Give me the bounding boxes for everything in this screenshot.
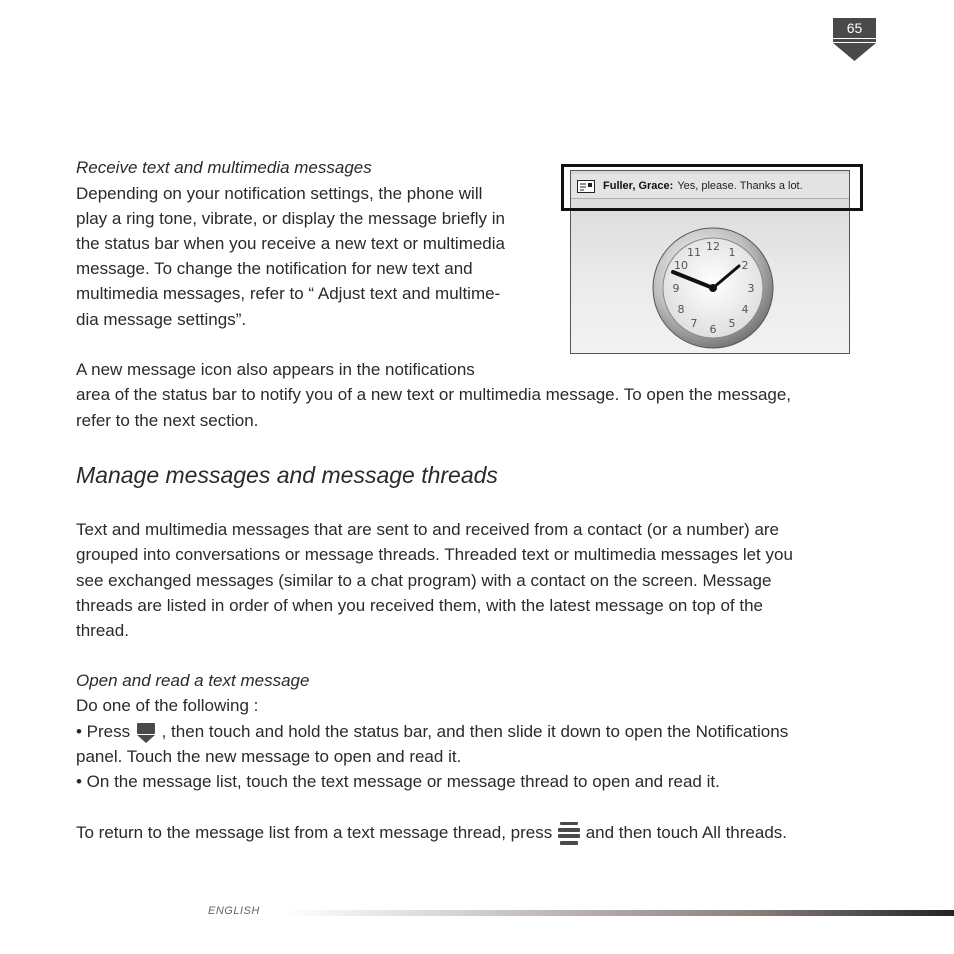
bullet-1-cont: panel. Touch the new message to open and read it. xyxy=(76,747,462,766)
receive-line-5: multimedia messages, refer to “ Adjust text and multime- xyxy=(76,284,501,303)
menu-button-icon xyxy=(557,821,581,847)
receive-para2-line-1: A new message icon also appears in the notifications xyxy=(76,360,475,379)
bullet-1-start: • Press xyxy=(76,722,131,741)
bullet-1-end: , then touch and hold the status bar, and then slide it down to open the Notifications xyxy=(161,722,789,741)
manage-line-4: threads are listed in order of when you received them, with the latest message on top of the xyxy=(76,596,763,615)
manage-line-1: Text and multimedia messages that are sent to and received from a contact (or a number) are xyxy=(76,520,780,539)
svg-text:8: 8 xyxy=(677,303,685,316)
receive-line-4: message. To change the notification for new text and xyxy=(76,259,473,278)
footer-divider xyxy=(285,910,954,916)
svg-text:3: 3 xyxy=(747,282,755,295)
svg-text:2: 2 xyxy=(741,259,749,272)
bullet-2: • On the message list, touch the text message or message thread to open and read it. xyxy=(76,772,720,791)
svg-text:9: 9 xyxy=(672,282,680,295)
receive-line-6: dia message settings”. xyxy=(76,310,247,329)
svg-text:4: 4 xyxy=(741,303,749,316)
return-start: To return to the message list from a text message thread, press xyxy=(76,823,553,842)
svg-text:11: 11 xyxy=(687,246,701,259)
analog-clock-icon xyxy=(651,226,775,350)
receive-para2-line-2: area of the status bar to notify you of a new text or multimedia message. To open the message, xyxy=(76,385,792,404)
receive-para2-line-3: refer to the next section. xyxy=(76,411,259,430)
svg-text:5: 5 xyxy=(728,317,736,330)
receive-line-2: play a ring tone, vibrate, or display the message briefly in xyxy=(76,209,506,228)
status-bar-highlight xyxy=(561,164,863,211)
manage-line-5: thread. xyxy=(76,621,129,640)
svg-text:1: 1 xyxy=(728,246,736,259)
home-button-icon xyxy=(135,722,157,744)
footer-language: ENGLISH xyxy=(208,905,260,917)
receive-line-3: the status bar when you receive a new text or multimedia xyxy=(76,234,505,253)
page-number-tab xyxy=(833,18,876,62)
receive-heading: Receive text and multimedia messages xyxy=(76,158,372,177)
section-title: Manage messages and message threads xyxy=(76,462,498,488)
bullet-1 xyxy=(76,719,788,744)
open-intro: Do one of the following : xyxy=(76,696,259,715)
receive-line-1: Depending on your notification settings, the phone will xyxy=(76,184,483,203)
manage-line-3: see exchanged messages (similar to a chat program) with a contact on the screen. Message xyxy=(76,571,772,590)
open-heading: Open and read a text message xyxy=(76,671,310,690)
return-instruction xyxy=(76,820,787,847)
svg-text:12: 12 xyxy=(706,240,720,253)
return-end: and then touch All threads. xyxy=(585,823,787,842)
svg-text:6: 6 xyxy=(709,323,717,336)
notification-snippet: Yes, please. Thanks a lot. xyxy=(677,180,803,192)
page-number: 65 xyxy=(846,20,863,36)
manage-line-2: grouped into conversations or message threads. Threaded text or multimedia messages let you xyxy=(76,545,793,564)
notification-sender: Fuller, Grace: xyxy=(603,180,674,192)
svg-text:7: 7 xyxy=(690,317,698,330)
svg-text:10: 10 xyxy=(674,259,688,272)
